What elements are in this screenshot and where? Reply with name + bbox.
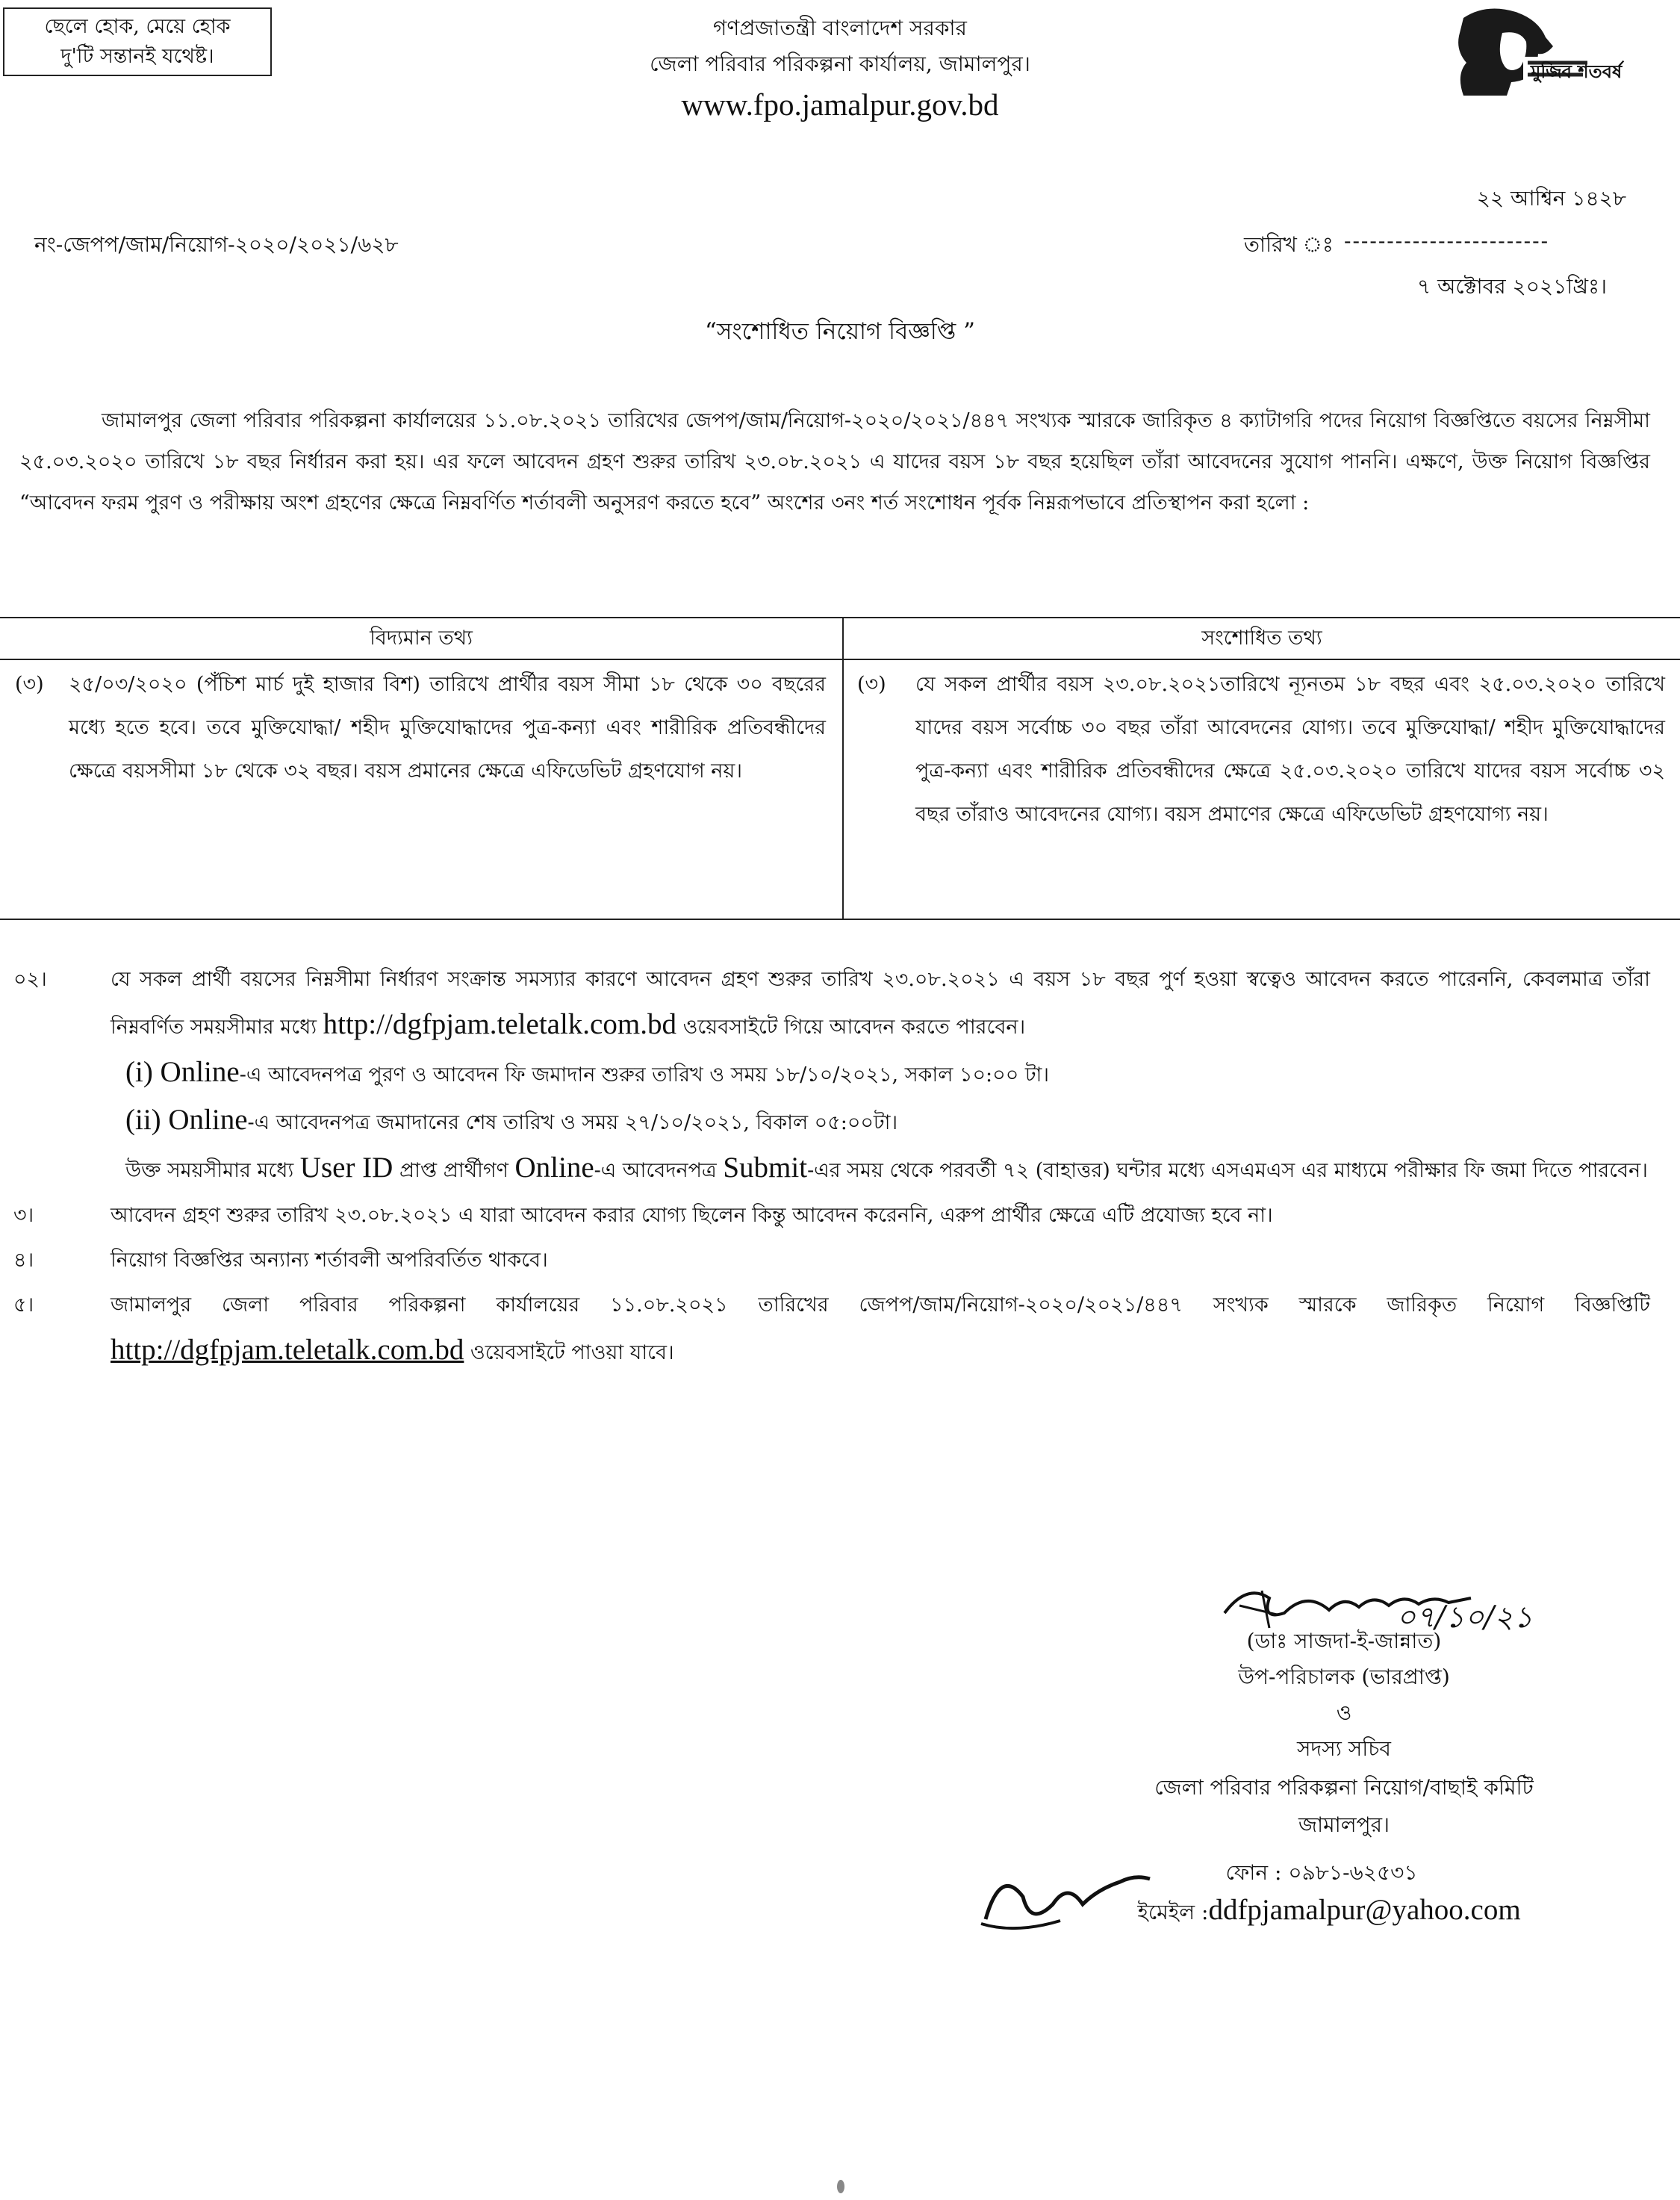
item-2-text-before-url: যে সকল প্রার্থী বয়সের নিম্নসীমা নির্ধারণ সংক্রান্ত সমস্যার কারণে আবেদন গ্রহণ শুরুর তারিখ ২৩.০৮.২০২১ এ বয়স ১৮ বছর পুর্ণ হওয়া স্বত্বেও আবেদন করতে পারেননি, কেবলমাত্র তাঁরা নিম্নবর্ণিত সময়সীমার মধ্যে xyxy=(111,968,1650,1039)
revised-condition-text: যে সকল প্রার্থীর বয়স ২৩.০৮.২০২১তারিখে ন্যূনতম ১৮ বছর এবং ২৫.০৩.২০২০ তারিখে যাদের বয়স সর্বোচ্চ ৩০ বছর তাঁরা আবেদনের যোগ্য। তবে মুক্তিযোদ্ধা/ শহীদ মুক্তিযোদ্ধাদের পুত্র-কন্যা এবং শারীরিক প্রতিবন্ধীদের ক্ষেত্রে ২৫.০৩.২০২০ তারিখে যাদের বয়স সর্বোচ্চ ৩২ বছর তাঁরাও আবেদনের যোগ্য। বয়স প্রমাণের ক্ষেত্রে এফিডেভিট গ্রহণযোগ্য নয়। xyxy=(915,673,1665,826)
list-item-2 xyxy=(0,957,1680,1050)
note-user-id: User ID xyxy=(299,1152,393,1184)
note-online: Online xyxy=(514,1152,594,1184)
note-part-c: -এ আবেদনপত্র xyxy=(594,1159,717,1182)
schedule-start-text: -এ আবেদনপত্র পুরণ ও আবেদন ফি জমাদান শুরুর তারিখ ও সময় ১৮/১০/২০২১, সকাল ১০:০০ টা। xyxy=(239,1063,1050,1087)
item-text xyxy=(111,1283,1650,1376)
fee-payment-note xyxy=(125,1146,1650,1193)
revised-condition-number: (৩) xyxy=(857,673,886,696)
english-date: ৭ অক্টোবর ২০২১খ্রিঃ। xyxy=(1417,274,1608,299)
schedule-end-text: -এ আবেদনপত্র জমাদানের শেষ তারিখ ও সময় ২৭/১০/২০২১, বিকাল ০৫:০০টা। xyxy=(247,1111,898,1134)
item-number: ৫। xyxy=(13,1293,34,1317)
slogan-line-2: দু'টি সন্তানই যথেষ্ট। xyxy=(60,45,214,68)
existing-condition-cell xyxy=(15,663,826,793)
signatory-role: সদস্য সচিব xyxy=(1297,1736,1391,1761)
table-header-existing: বিদ্যমান তথ্য xyxy=(370,627,473,650)
government-name: গণপ্রজাতন্ত্রী বাংলাদেশ সরকার xyxy=(713,16,967,40)
slogan-line-1: ছেলে হোক, মেয়ে হোক xyxy=(44,15,231,38)
signatory-name: (ডাঃ সাজদা-ই-জান্নাত) xyxy=(1246,1629,1442,1653)
existing-condition-text: ২৫/০৩/২০২০ (পঁচিশ মার্চ দুই হাজার বিশ) তারিখে প্রার্থীর বয়স সীমা ১৮ থেকে ৩০ বছরের মধ্যে হতে হবে। তবে মুক্তিযোদ্ধা/ শহীদ মুক্তিযোদ্ধাদের পুত্র-কন্যা এবং শারীরিক প্রতিবন্ধীদের ক্ষেত্রে বয়সসীমা ১৮ থেকে ৩২ বছর। বয়স প্রমানের ক্ষেত্রে এফিডেভিট গ্রহণযোগ নয়। xyxy=(69,673,826,783)
handwritten-date: ০৭/১০/২১ xyxy=(1396,1600,1533,1635)
signatory-district: জামালপুর। xyxy=(1298,1812,1390,1837)
office-phone: ফোন : ০৯৮১-৬২৫৩১ xyxy=(1225,1860,1418,1885)
list-item-4 xyxy=(0,1238,1680,1283)
slogan-box xyxy=(3,7,272,76)
item-number: ৩। xyxy=(13,1204,34,1227)
page-mark-icon xyxy=(835,2178,847,2196)
item-text: আবেদন গ্রহণ শুরুর তারিখ ২৩.০৮.২০২১ এ যারা আবেদন করার যোগ্য ছিলেন কিন্তু আবেদন করেননি, এরুপ প্রার্থীর ক্ষেত্রে এটি প্রযোজ্য হবে না। xyxy=(111,1204,1273,1227)
item-number: ০২। xyxy=(13,968,47,991)
bangla-date: ২২ আশ্বিন ১৪২৮ xyxy=(1476,186,1626,211)
existing-condition-number: (৩) xyxy=(15,673,44,696)
note-part-d: -এর সময় থেকে পরবর্তী ৭২ (বাহাত্তর) ঘন্টার মধ্যে এসএমএস এর মাধ্যমে পরীক্ষার ফি জমা দিতে পারবেন। xyxy=(807,1159,1648,1182)
table-header-row xyxy=(0,618,1680,660)
item-text xyxy=(111,957,1650,1050)
office-name: জেলা পরিবার পরিকল্পনা কার্যালয়, জামালপুর। xyxy=(650,52,1030,76)
committee-name: জেলা পরিবার পরিকল্পনা নিয়োগ/বাছাই কমিটি xyxy=(1154,1775,1534,1800)
date-label: তারিখ ঃ xyxy=(1244,232,1334,257)
numbered-items xyxy=(0,957,1680,1376)
schedule-start xyxy=(125,1050,1650,1098)
list-item-3 xyxy=(0,1193,1680,1238)
table-column-divider xyxy=(842,618,844,919)
item-text: নিয়োগ বিজ্ঞপ্তির অন্যান্য শর্তাবলী অপরিবর্তিত থাকবে। xyxy=(111,1249,548,1272)
email-label: ইমেইল : xyxy=(1137,1900,1209,1924)
schedule-end xyxy=(125,1098,1650,1146)
office-website: www.fpo.jamalpur.gov.bd xyxy=(681,87,999,122)
date-blank-line: ------------------------ xyxy=(1344,229,1550,253)
teletalk-url-link[interactable]: http://dgfpjam.teletalk.com.bd xyxy=(323,1008,676,1040)
signatory-designation: উপ-পরিচালক (ভারপ্রাপ্ত) xyxy=(1238,1665,1450,1689)
office-email[interactable]: ddfpjamalpur@yahoo.com xyxy=(1208,1894,1521,1926)
item-5-text-before-url: জামালপুর জেলা পরিবার পরিকল্পনা কার্যালয়ের ১১.০৮.২০২১ তারিখের জেপপ/জাম/নিয়োগ-২০২০/২০২১/৪৪৭ সংখ্যক স্মারকে জারিকৃত নিয়োগ বিজ্ঞপ্তিটি xyxy=(111,1293,1650,1317)
item-number: ৪। xyxy=(13,1249,34,1272)
item-5-text-after-url: ওয়েবসাইটে পাওয়া যাবে। xyxy=(470,1341,674,1364)
item-2-text-after-url: ওয়েবসাইটে গিয়ে আবেদন করতে পারবেন। xyxy=(682,1016,1026,1039)
note-submit: Submit xyxy=(723,1152,808,1184)
letterhead xyxy=(448,10,1232,127)
intro-paragraph: জামালপুর জেলা পরিবার পরিকল্পনা কার্যালয়ের ১১.০৮.২০২১ তারিখের জেপপ/জাম/নিয়োগ-২০২০/২০২১/৪৪৭ সংখ্যক স্মারকে জারিকৃত ৪ ক্যাটাগরি পদের নিয়োগ বিজ্ঞপ্তিতে বয়সের নিম্নসীমা ২৫.০৩.২০২০ তারিখে ১৮ বছর নির্ধারন করা হয়। এর ফলে আবেদন গ্রহণ শুরুর তারিখ ২৩.০৮.২০২১ এ যাদের বয়স ১৮ বছর হয়েছিল তাঁরা আবেদনের সুযোগ পাননি। এক্ষণে, উক্ত নিয়োগ বিজ্ঞপ্তির “আবেদন ফরম পুরণ ও পরীক্ষায় অংশ গ্রহণের ক্ষেত্রে নিম্নবর্ণিত শর্তাবলী অনুসরণ করতে হবে” অংশের ৩নং শর্ত সংশোধন পূর্বক নিম্নরূপভাবে প্রতিস্থাপন করা হলো : xyxy=(19,409,1650,515)
memo-number: নং-জেপপ/জাম/নিয়োগ-২০২০/২০২১/৬২৮ xyxy=(34,232,399,257)
teletalk-url-link[interactable]: http://dgfpjam.teletalk.com.bd xyxy=(111,1334,464,1366)
document-title: “সংশোধিত নিয়োগ বিজ্ঞপ্তি ” xyxy=(705,318,975,345)
list-item-5 xyxy=(0,1283,1680,1376)
second-signature-icon xyxy=(971,1852,1165,1942)
schedule-end-prefix: (ii) Online xyxy=(125,1104,248,1136)
logo-caption: মুজিব শতবর্ষ xyxy=(1531,60,1623,82)
signatory-conjunction: ও xyxy=(1336,1700,1352,1725)
amendment-table xyxy=(0,617,1680,920)
note-part-b: প্রাপ্ত প্রার্থীগণ xyxy=(399,1159,508,1182)
schedule-start-prefix: (i) Online xyxy=(125,1056,240,1088)
note-part-a: উক্ত সময়সীমার মধ্যে xyxy=(125,1159,294,1182)
mujib-borsho-logo xyxy=(1434,3,1623,99)
table-header-revised: সংশোধিত তথ্য xyxy=(1201,627,1322,650)
revised-condition-cell xyxy=(857,663,1665,836)
